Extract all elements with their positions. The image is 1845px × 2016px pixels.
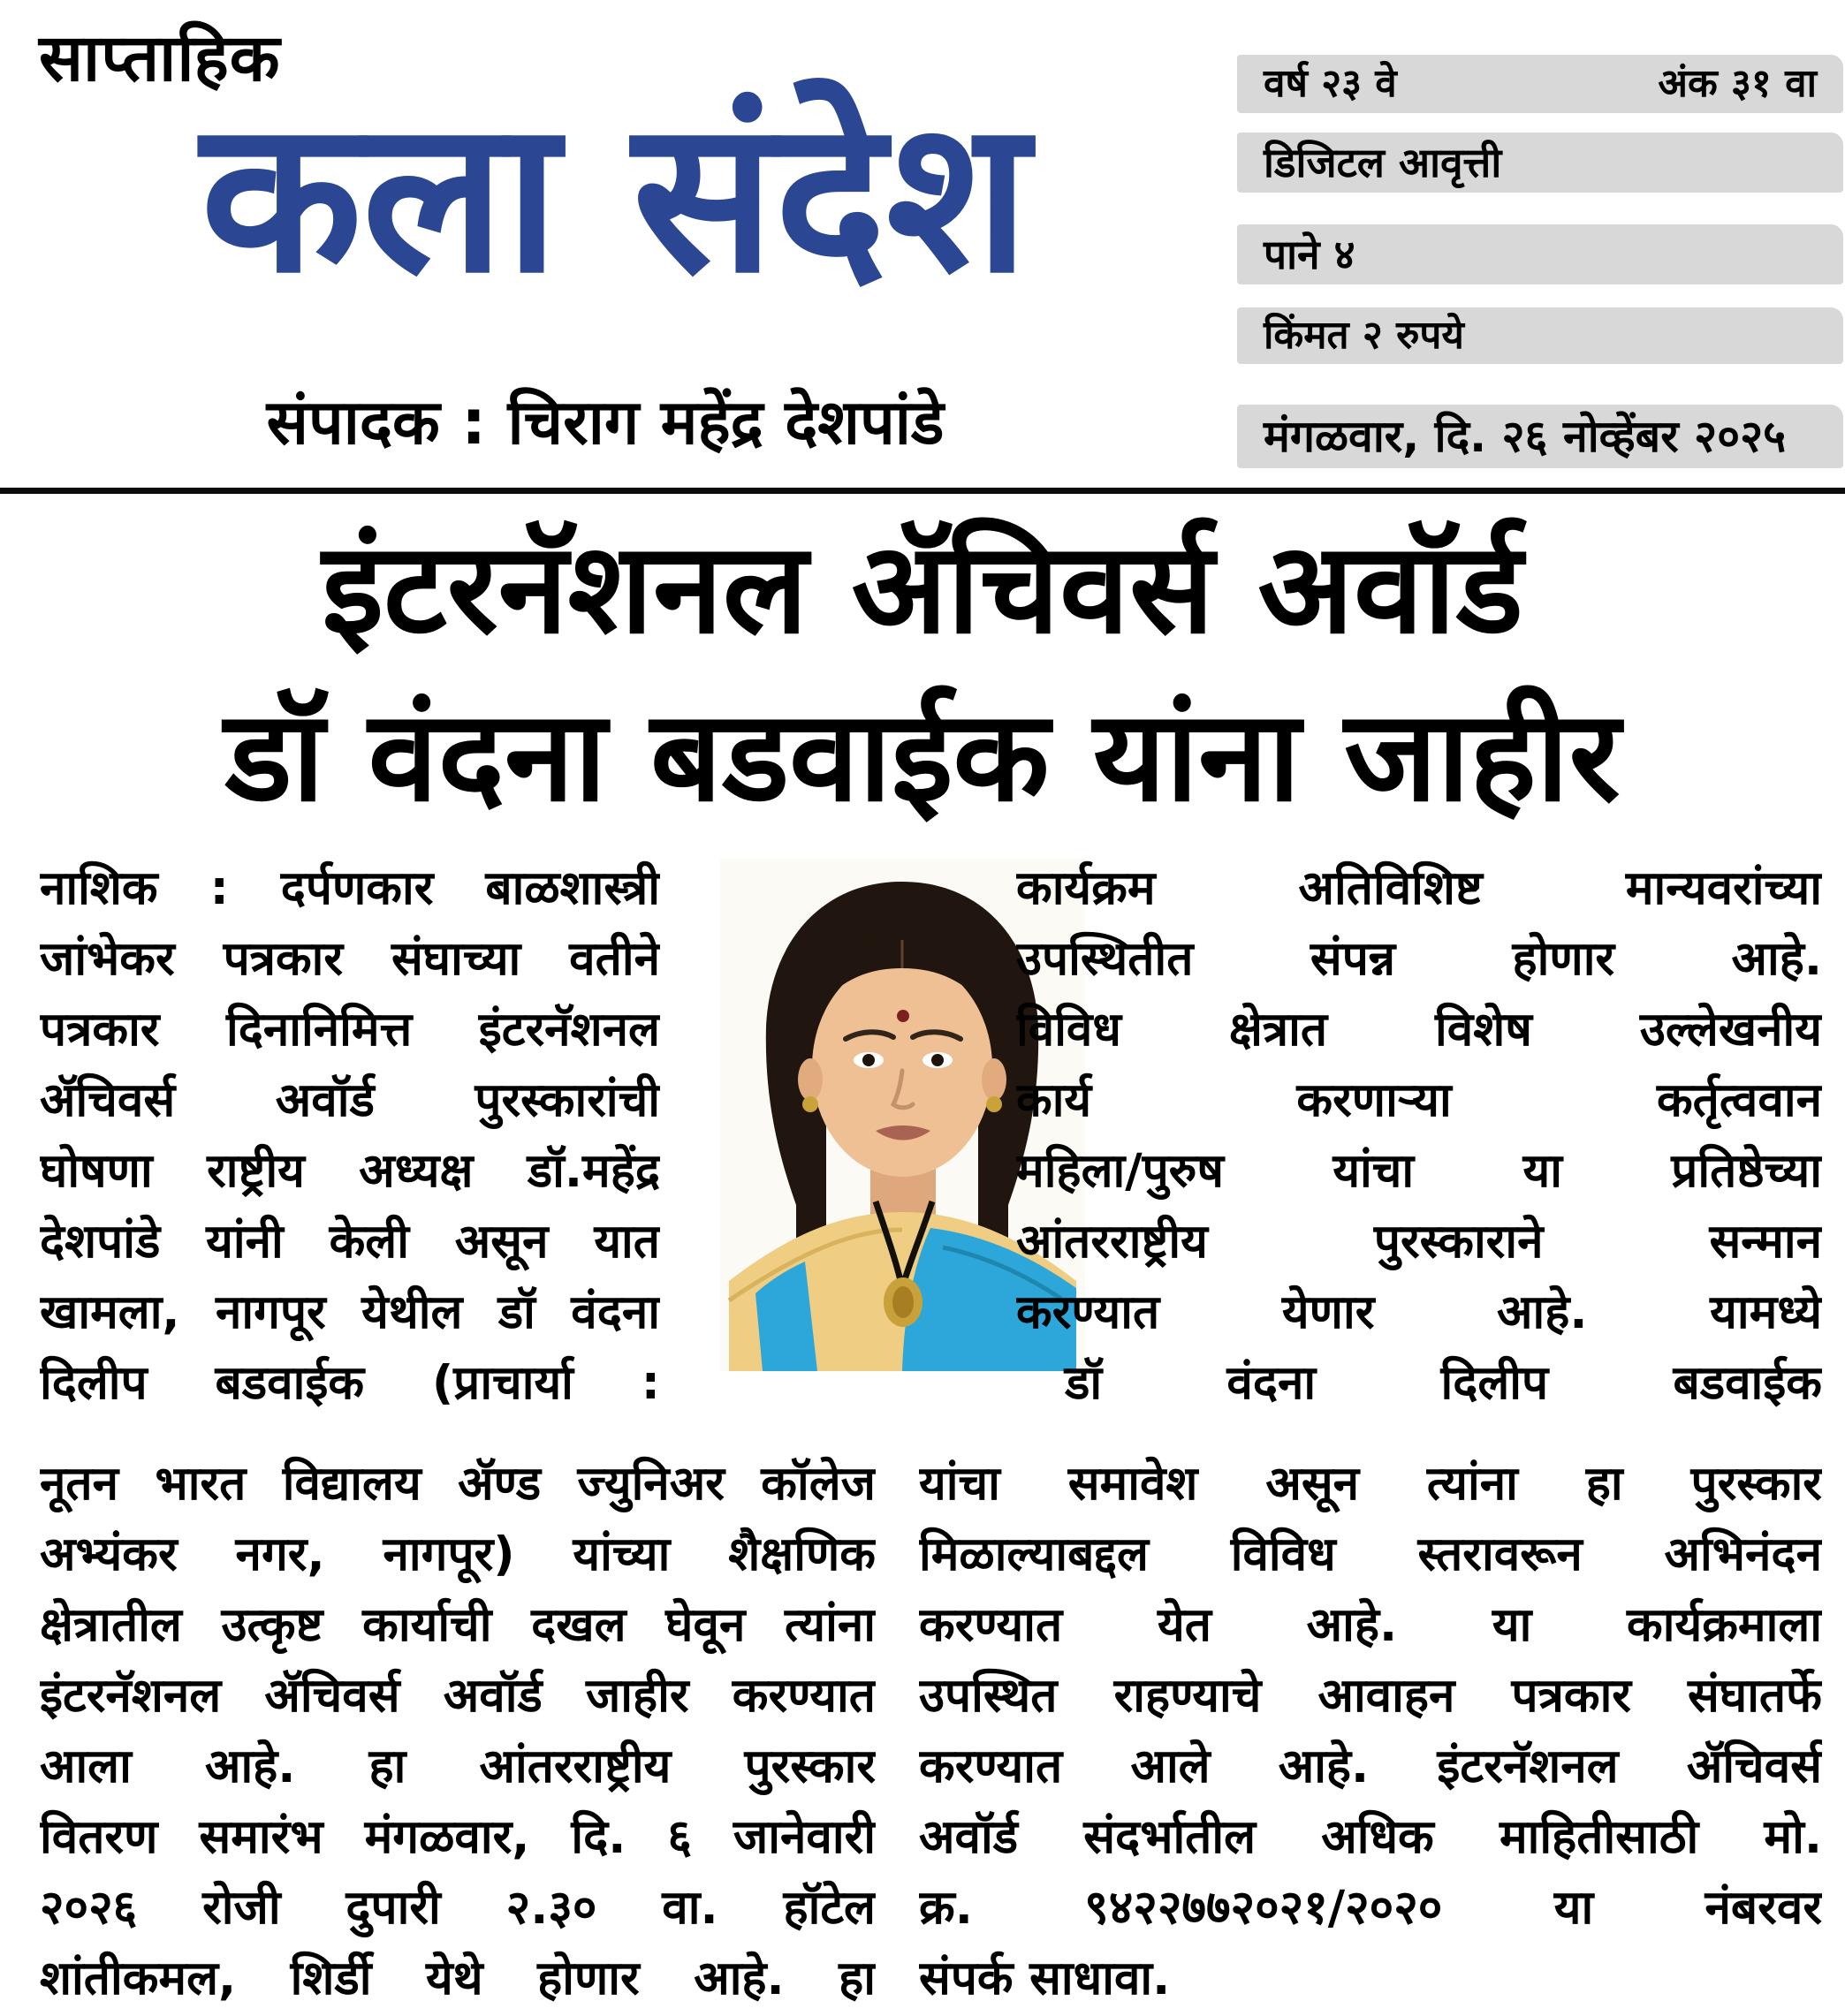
text-line: अवॉर्ड संदर्भातील अधिक माहितीसाठी मो. [919, 1810, 1822, 1864]
text-line: खामला, नागपूर येथील डॉ वंदना [40, 1285, 660, 1339]
text-line: विविध क्षेत्रात विशेष उल्लेखनीय [1016, 1003, 1822, 1057]
text-line: दिलीप बडवाईक (प्राचार्या : [40, 1356, 660, 1410]
text-line: जांभेकर पत्रकार संघाच्या वतीने [40, 932, 660, 986]
text-line: पत्रकार दिनानिमित्त इंटरनॅशनल [40, 1003, 660, 1057]
text-line: आला आहे. हा आंतरराष्ट्रीय पुरस्कार [40, 1739, 876, 1793]
text-line: संपर्क साधावा. [919, 1952, 1171, 2005]
left-column-upper [40, 853, 660, 1419]
text-line: क्षेत्रातील उत्कृष्ट कार्याची दखल घेवून त्यांना [40, 1598, 876, 1652]
text-line: नूतन भारत विद्यालय ॲण्ड ज्युनिअर कॉलेज [40, 1457, 876, 1511]
headline-line-1: इंटरनॅशनल ॲचिवर्स अवॉर्ड [322, 516, 1523, 662]
text-line: उपस्थितीत संपन्न होणार आहे. [1016, 932, 1822, 986]
left-upper-lines [40, 924, 660, 1419]
weekly-label: साप्ताहिक [39, 20, 281, 96]
text-line: घोषणा राष्ट्रीय अध्यक्ष डॉ.महेंद्र [40, 1144, 660, 1198]
text-line: कार्यक्रम अतिविशिष्ट मान्यवरांच्या [1016, 861, 1822, 915]
right-column-lower [919, 1449, 1822, 2014]
masthead-title: कला संदेश [201, 75, 1029, 320]
text-line: क्र. ९४२२७७२०२१/२०२० या नंबरवर [919, 1881, 1822, 1935]
text-line: यांचा समावेश असून त्यांना हा पुरस्कार [919, 1457, 1822, 1511]
text-line: ॲचिवर्स अवॉर्ड पुरस्कारांची [40, 1073, 660, 1127]
text-line: कार्य करणाऱ्या कर्तृत्ववान [1016, 1073, 1822, 1127]
dateline: नाशिक [40, 861, 158, 915]
text-line: उपस्थित राहण्याचे आवाहन पत्रकार संघातर्फे [919, 1669, 1822, 1723]
lead-line [40, 853, 660, 924]
text-line: करण्यात आले आहे. इंटरनॅशनल ॲचिवर्स [919, 1739, 1822, 1793]
lead-rest: : दर्पणकार बाळशास्त्री [209, 861, 660, 915]
right-column-upper [1016, 853, 1822, 1419]
headline-line-2: डॉ वंदना बडवाईक यांना जाहीर [224, 684, 1621, 830]
text-line: आंतरराष्ट्रीय पुरस्काराने सन्मान [1016, 1215, 1822, 1269]
text-line: करण्यात येत आहे. या कार्यक्रमाला [919, 1598, 1822, 1652]
text-line: २०२६ रोजी दुपारी २.३० वा. हॉटेल [40, 1881, 876, 1935]
date-box: मंगळवार, दि. २६ नोव्हेंबर २०२५ [1237, 405, 1843, 468]
price-box: किंमत २ रुपये [1237, 307, 1843, 364]
text-line: करण्यात येणार आहे. यामध्ये [1016, 1285, 1822, 1339]
text-line: डॉ वंदना दिलीप बडवाईक [1065, 1356, 1822, 1410]
pages-box: पाने ४ [1237, 224, 1843, 284]
text-line: देशपांडे यांनी केली असून यात [40, 1215, 660, 1269]
text-line: अभ्यंकर नगर, नागपूर) यांच्या शैक्षणिक [40, 1527, 876, 1581]
text-line: इंटरनॅशनल ॲचिवर्स अवॉर्ड जाहीर करण्यात [40, 1669, 876, 1723]
editor-line: संपादक : चिराग महेंद्र देशपांडे [266, 386, 945, 459]
edition-box: डिजिटल आवृत्ती [1237, 133, 1843, 193]
text-line: महिला/पुरुष यांचा या प्रतिष्ठेच्या [1016, 1144, 1822, 1198]
left-column-lower [40, 1449, 876, 2014]
text-line: मिळाल्याबद्दल विविध स्तरावरून अभिनंदन [919, 1527, 1822, 1581]
year-label: वर्ष २३ वे [1264, 61, 1397, 106]
text-line: शांतीकमल, शिर्डी येथे होणार आहे. हा [40, 1952, 876, 2005]
text-line: वितरण समारंभ मंगळवार, दि. ६ जानेवारी [40, 1810, 876, 1864]
issue-label: अंक ३१ वा [1658, 61, 1817, 106]
